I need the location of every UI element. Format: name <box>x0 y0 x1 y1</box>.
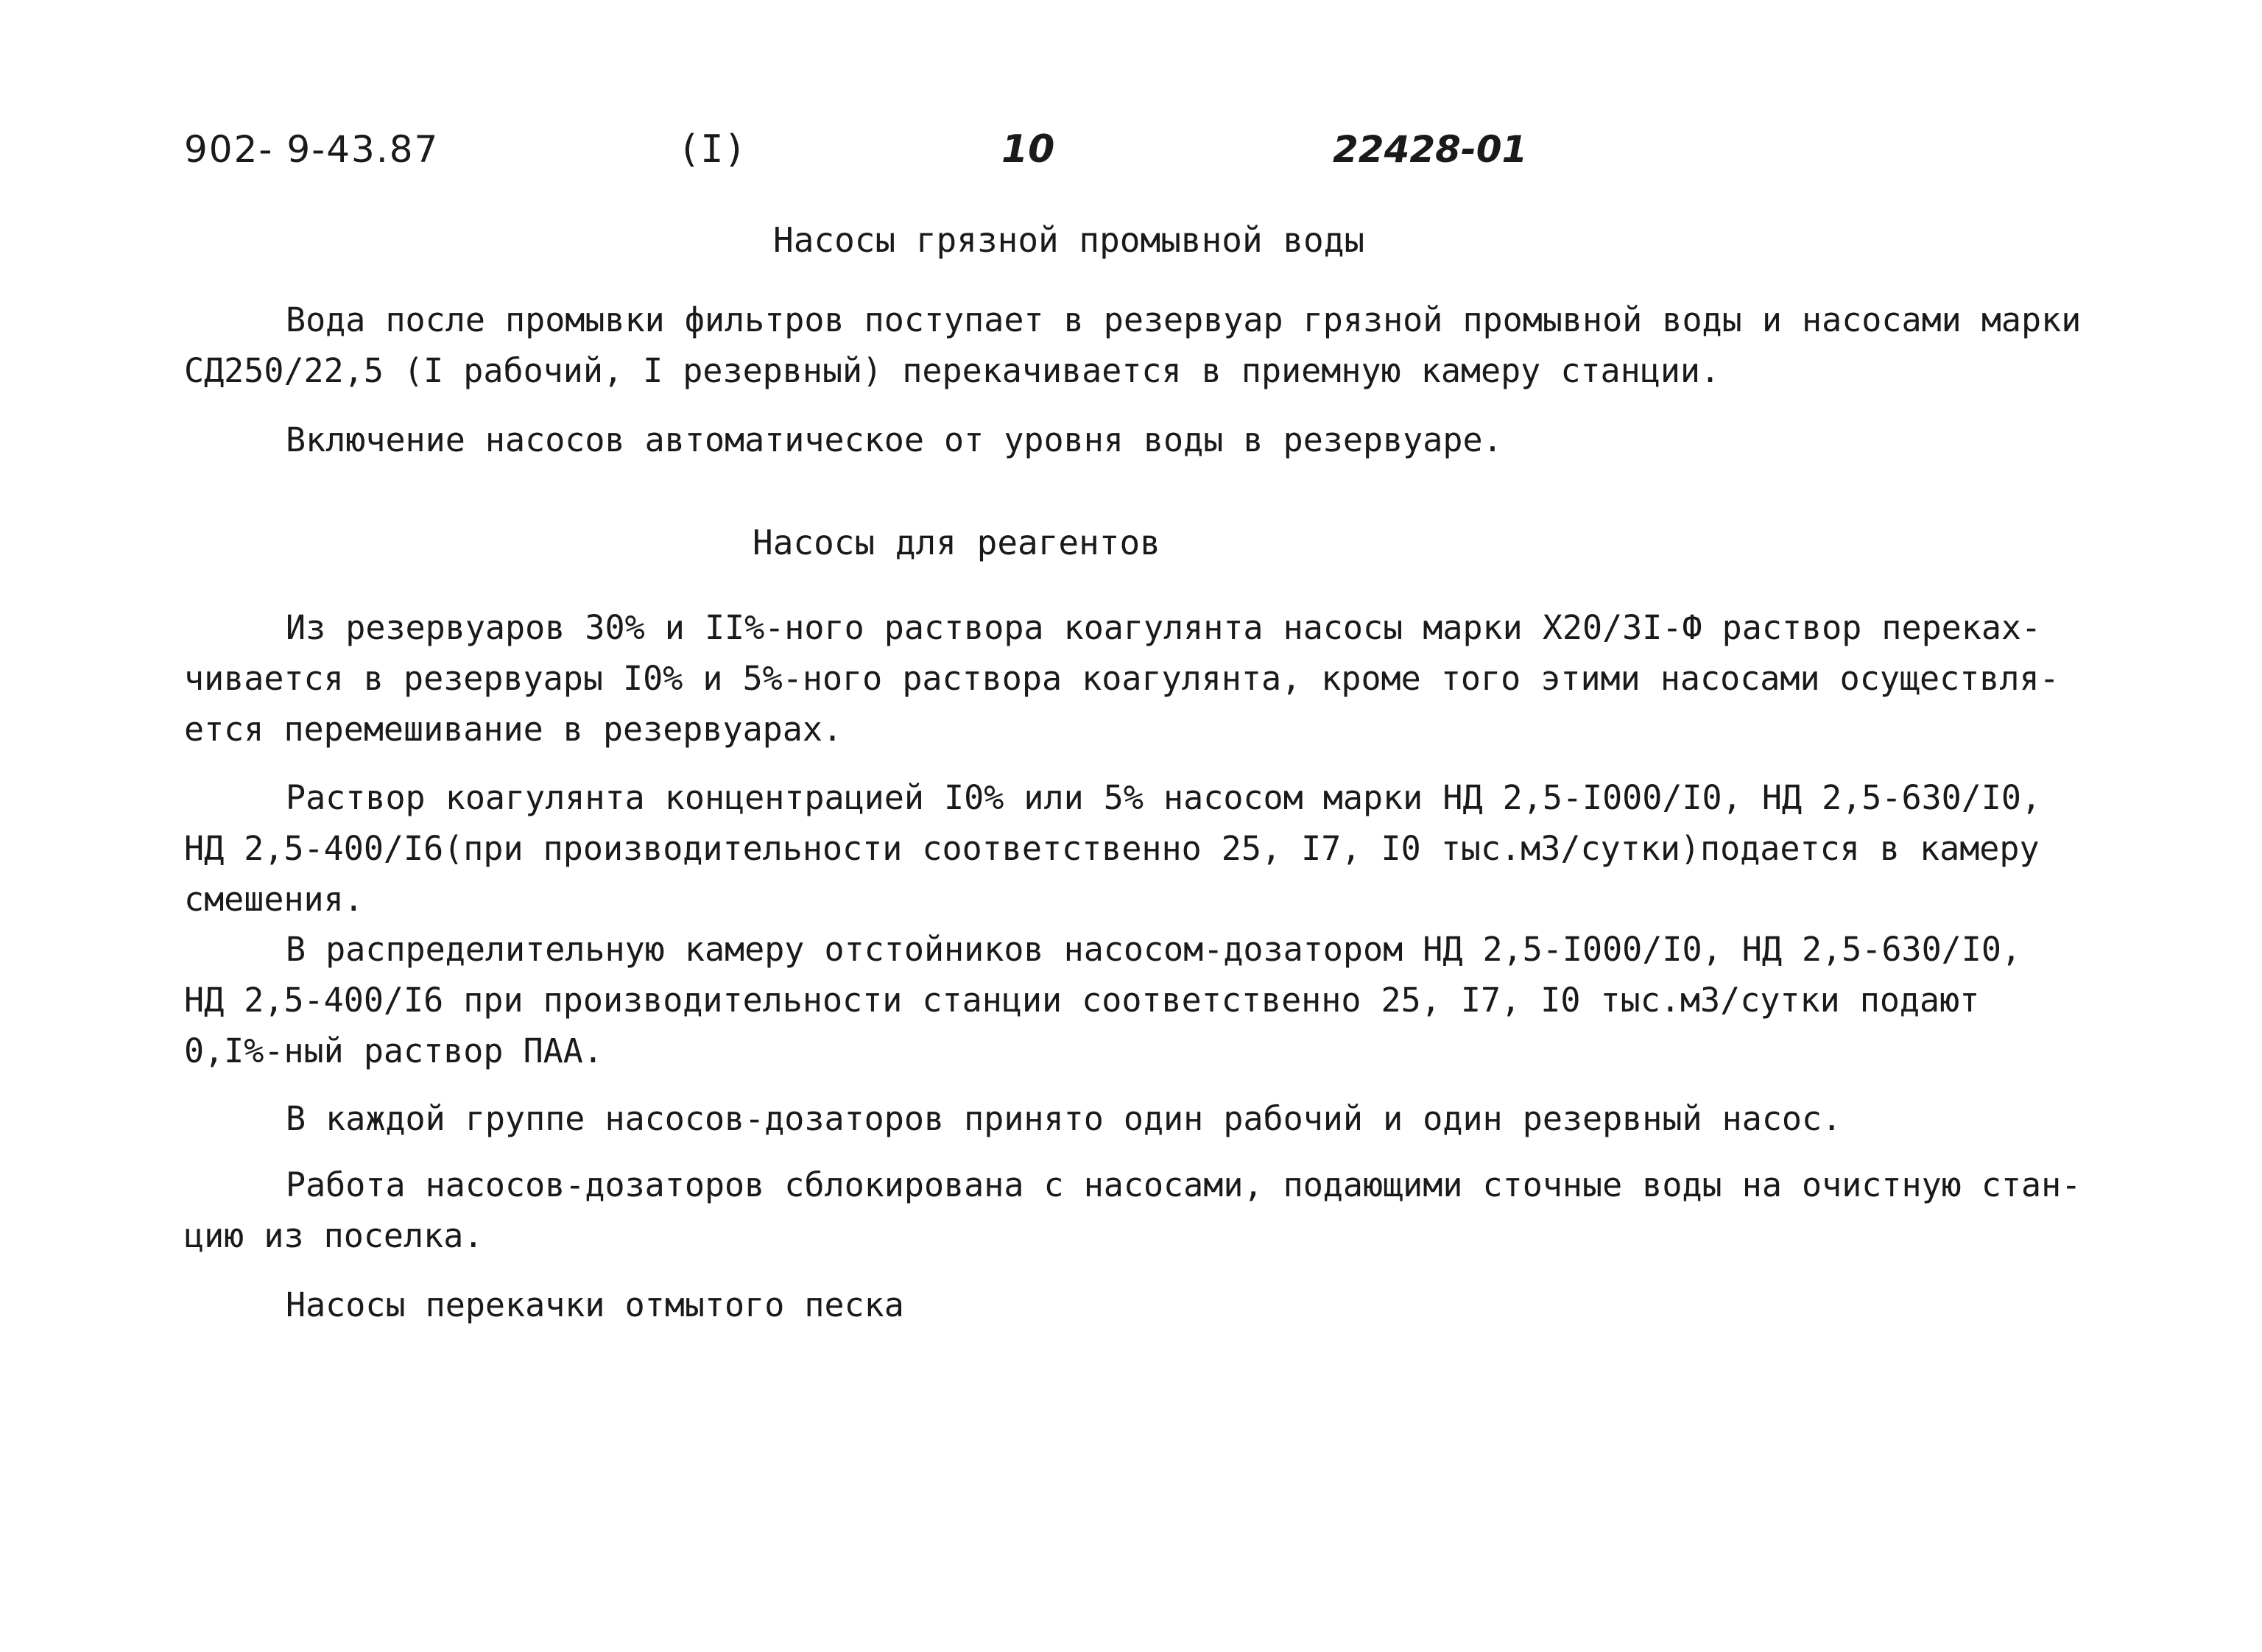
document-number: 22428-01 <box>1333 128 1528 171</box>
paragraph-line: цию из поселка. <box>184 1216 484 1255</box>
paragraph <box>184 772 2113 925</box>
page-header <box>184 124 1657 175</box>
paragraph-line: Вода после промывки фильтров поступает в резервуар грязной промывной воды и насосами марки <box>286 300 2082 339</box>
paragraph <box>184 602 2113 755</box>
paragraph-line: Насосы перекачки отмытого песка <box>286 1285 904 1324</box>
paragraph-line: В распределительную камеру отстойников насосом-дозатором НД 2,5-I000/I0, НД 2,5-630/I0, <box>286 930 2022 969</box>
paragraph-line: чивается в резервуары I0% и 5%-ного раствора коагулянта, кроме того этими насосами осуществля- <box>184 659 2060 698</box>
paragraph-line: смешения. <box>184 880 364 919</box>
paragraph-line: НД 2,5-400/I6(при производительности соответственно 25, I7, I0 тыс.м3/сутки)подается в камеру <box>184 829 2040 868</box>
paragraph <box>184 924 2113 1076</box>
paragraph <box>184 1093 2113 1144</box>
page-number: 10 <box>1001 127 1055 172</box>
paragraph <box>184 414 2113 465</box>
section-heading-dirty-water-pumps: Насосы грязной промывной воды <box>773 220 1365 260</box>
paragraph-line: 0,I%-ный раствор ПАА. <box>184 1031 603 1070</box>
paragraph <box>184 294 2113 396</box>
document-code: 902- 9-43.87 <box>184 128 440 171</box>
paragraph-line: Раствор коагулянта концентрацией I0% или 5% насосом марки НД 2,5-I000/I0, НД 2,5-630/I0, <box>286 778 2042 817</box>
paragraph-line: Включение насосов автоматическое от уровня воды в резервуаре. <box>286 420 1503 459</box>
paragraph-line: Работа насосов-дозаторов сблокирована с насосами, подающими сточные воды на очистную стан- <box>286 1165 2082 1204</box>
paragraph-line: ется перемешивание в резервуарах. <box>184 710 843 749</box>
paragraph-line: СД250/22,5 (I рабочий, I резервный) перекачивается в приемную камеру станции. <box>184 351 1721 390</box>
section-heading-reagent-pumps: Насосы для реагентов <box>753 523 1160 562</box>
paragraph-line: Из резервуаров 30% и II%-ного раствора коагулянта насосы марки Х20/3I-Ф раствор переках- <box>286 608 2042 647</box>
paragraph-line: В каждой группе насосов-дозаторов принято один рабочий и один резервный насос. <box>286 1099 1842 1138</box>
paragraph <box>184 1279 2113 1330</box>
part-number: (I) <box>677 127 747 172</box>
paragraph <box>184 1159 2113 1261</box>
paragraph-line: НД 2,5-400/I6 при производительности станции соответственно 25, I7, I0 тыс.м3/сутки подают <box>184 981 1980 1020</box>
